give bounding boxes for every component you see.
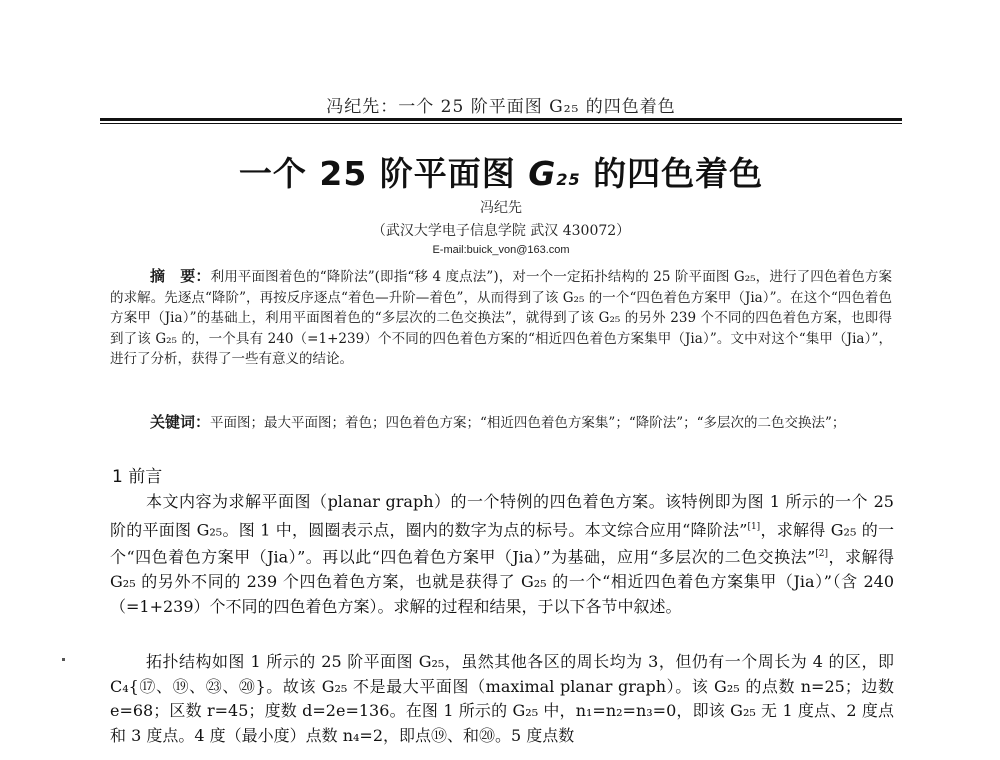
author-affiliation: （武汉大学电子信息学院 武汉 430072） [371, 223, 631, 239]
body-paragraph-1 [110, 490, 894, 619]
author-email: E-mail:buick_von@163.com [432, 244, 570, 256]
author-name: 冯纪先 [480, 200, 522, 216]
body-paragraph-2: 拓扑结构如图 1 所示的 25 阶平面图 G₂₅，虽然其他各区的周长均为 3，但仍有一个周长为 4 的区，即 C₄{⑰、⑲、㉓、⑳}。故该 G₂₅ 不是最大平面图（maximal planar graph）。该 G₂₅ 的点数 n=25；边数 e=68；区数 r=45；度数 d=2e=136。在图 1 所示的 G₂₅ 中，n₁=n₂=n₃=0，即该 G₂₅ 无 1 度点、2 度点和 3 度点。4 度（最小度）点数 n₄=2，即点⑲、和⑳。5 度点数 [110, 652, 894, 745]
citation-2: [2] [815, 549, 829, 560]
title-main-after: 的四色着色 [580, 154, 764, 193]
paragraph1-text-a: 本文内容为求解平面图（planar graph）的一个特例的四色着色方案。该特例即为图 1 所示的一个 25 阶的平面图 G₂₅。图 1 中，圆圈表示点，圈内的数字为点的标号。本文综合应用“降阶法” [110, 492, 894, 539]
scan-speck [62, 658, 65, 661]
keywords-label: 关键词： [150, 413, 211, 431]
section-heading: 1 前言 [112, 467, 163, 487]
paragraph1-text-b: ，求解得 G₂₅ 的一个“四色着色方案甲（Jia）”。再以此“四色着色方案甲（Jia）”为基础，应用“多层次的二色交换法” [110, 519, 894, 567]
running-header: 冯纪先：一个 25 阶平面图 G₂₅ 的四色着色 [326, 97, 676, 117]
header-rule-thick [100, 118, 902, 121]
paragraph1-text-c: ，求解得 G₂₅ 的另外不同的 239 个四色着色方案，也就是获得了 G₂₅ 的一个“相近四色着色方案集甲（Jia）”（含 240（=1+239）个不同的四色着色方案）。求解的过程和结果，于以下各节中叙述。 [110, 547, 894, 616]
title-main-before: 一个 25 阶平面图 [238, 154, 529, 193]
abstract [110, 266, 892, 370]
citation-1: [1] [747, 521, 761, 532]
abstract-text: 利用平面图着色的“降阶法”(即指“移 4 度点法”)，对一个一定拓扑结构的 25 阶平面图 G₂₅，进行了四色着色方案的求解。先逐点“降阶”，再按反序逐点“着色—升阶—着色”，从而得到了该 G₂₅ 的一个“四色着色方案甲（Jia）”。在这个“四色着色方案甲（Jia）”的基础上，利用平面图着色的“多层次的二色交换法”，就得到了该 G₂₅ 的另外 239 个不同的四色着色方案，也即得到了该 G₂₅ 的，一个具有 240（=1+239）个不同的四色着色方案的“相近四色着色方案集甲（Jia）”。文中对这个“集甲（Jia）”，进行了分析，获得了一些有意义的结论。 [110, 269, 892, 367]
keywords [110, 412, 892, 434]
title-subscript: 25 [556, 170, 581, 189]
title-g: G [528, 154, 557, 193]
keywords-text: 平面图；最大平面图；着色；四色着色方案；“相近四色着色方案集”；“降阶法”；“多层次的二色交换法”； [210, 415, 846, 431]
paper-title [100, 148, 902, 195]
header-rule-thin [100, 123, 902, 124]
abstract-label: 摘 要： [150, 267, 211, 285]
